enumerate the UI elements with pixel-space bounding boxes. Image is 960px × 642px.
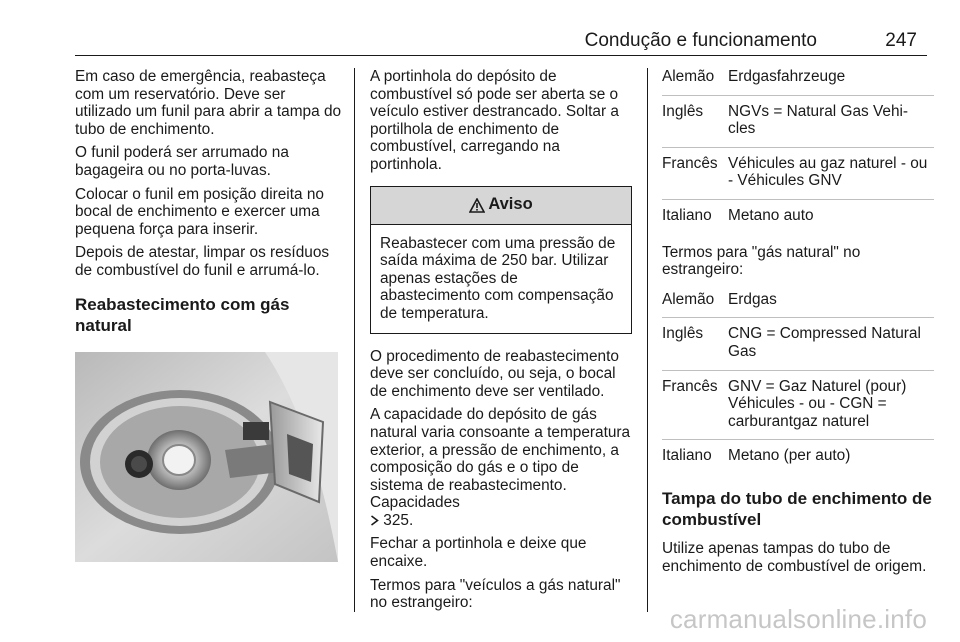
paragraph: Utilize apenas tampas do tubo de enchimento de combustível de origem. [662, 539, 927, 575]
term-value: NGVs = Natural Gas Vehi-cles [728, 102, 909, 138]
paragraph: O procedimento de reabastecimento deve ser concluído, ou seja, o bocal de enchimento deve ser ventilado. [370, 347, 619, 400]
paragraph [370, 406, 635, 529]
table-row [662, 148, 934, 200]
term-value: Metano auto [728, 206, 814, 224]
warning-header [371, 187, 631, 225]
paragraph: Termos para "veículos a gás natural" no estrangeiro: [370, 576, 621, 612]
paragraph: Colocar o funil em posição direita no bocal de enchimento e exercer uma pequena força para inserir. [75, 185, 324, 238]
term-language: Alemão [662, 68, 715, 85]
paragraph-text: A capacidade do depósito de gás natural varia consoante a temperatura exterior, a pressão de enchimento, a composição do gás e o tipo de sistema de reabastecimento. Capacidades [370, 406, 631, 512]
term-value: Erdgasfahrzeuge [728, 68, 846, 85]
table-row [662, 318, 934, 370]
section-heading: Tampa do tubo de enchimento de combustível [662, 488, 932, 529]
paragraph: Termos para "gás natural" no estrangeiro: [662, 243, 861, 279]
term-value: Erdgas [728, 290, 777, 308]
term-language: Italiano [662, 447, 712, 465]
warning-triangle-icon [469, 198, 485, 213]
table-row [662, 96, 934, 148]
table-row [662, 440, 934, 474]
term-value: Véhicules au gaz naturel - ou - Véhicules GNV [728, 154, 928, 190]
term-value: CNG = Compressed Natural Gas [728, 325, 921, 360]
page-number: 247 [885, 30, 917, 51]
term-language: Francês [662, 154, 718, 172]
warning-body: Reabastecer com uma pressão de saída máxima de 250 bar. Utilizar apenas estações de abastecimento com compensação de temperatura. [380, 234, 616, 322]
page-header [75, 30, 927, 56]
paragraph: Em caso de emergência, reabasteça com um reservatório. Deve ser utilizado um funil para abrir a tampa do tubo de enchimento. [75, 68, 342, 138]
paragraph: A portinhola do depósito de combustível só pode ser aberta se o veículo estiver destrancado. Soltar a portilhola de enchimento de combustível, carregando na portinhola. [370, 68, 619, 173]
header-rule [75, 55, 927, 56]
terms-table-vehicles [662, 68, 934, 234]
term-language: Francês [662, 377, 718, 395]
section-heading: Reabastecimento com gás natural [75, 294, 290, 335]
term-value: Metano (per auto) [728, 447, 851, 465]
table-row [662, 200, 934, 234]
paragraph: O funil poderá ser arrumado na bagageira ou no porta-luvas. [75, 144, 289, 179]
table-row [662, 68, 934, 96]
table-row [662, 371, 934, 441]
term-language: Inglês [662, 325, 704, 343]
column-divider-1 [354, 68, 355, 612]
column-divider-2 [647, 68, 648, 612]
paragraph: Fechar a portinhola e deixe que encaixe. [370, 535, 587, 571]
fuel-filler-photo [75, 352, 338, 562]
term-value: GNV = Gaz Naturel (pour) Véhicules - ou - CGN = carburantgaz naturel [728, 377, 907, 430]
term-language: Italiano [662, 206, 712, 224]
page-reference[interactable]: 325. [383, 511, 414, 529]
watermark: carmanualsonline.info [669, 604, 927, 634]
reference-arrow-icon [370, 515, 379, 526]
paragraph: Depois de atestar, limpar os resíduos de combustível do funil e arrumá-lo. [75, 244, 330, 279]
fuel-filler-illustration [75, 352, 338, 562]
page-title: Condução e funcionamento [584, 30, 817, 51]
column-1 [75, 68, 345, 562]
table-row [662, 291, 934, 319]
term-language: Inglês [662, 102, 704, 120]
column-2 [370, 68, 635, 618]
terms-table-gas [662, 291, 934, 474]
column-3 [662, 68, 934, 581]
warning-box [370, 186, 632, 334]
term-language: Alemão [662, 290, 715, 308]
warning-title: Aviso [488, 195, 533, 214]
